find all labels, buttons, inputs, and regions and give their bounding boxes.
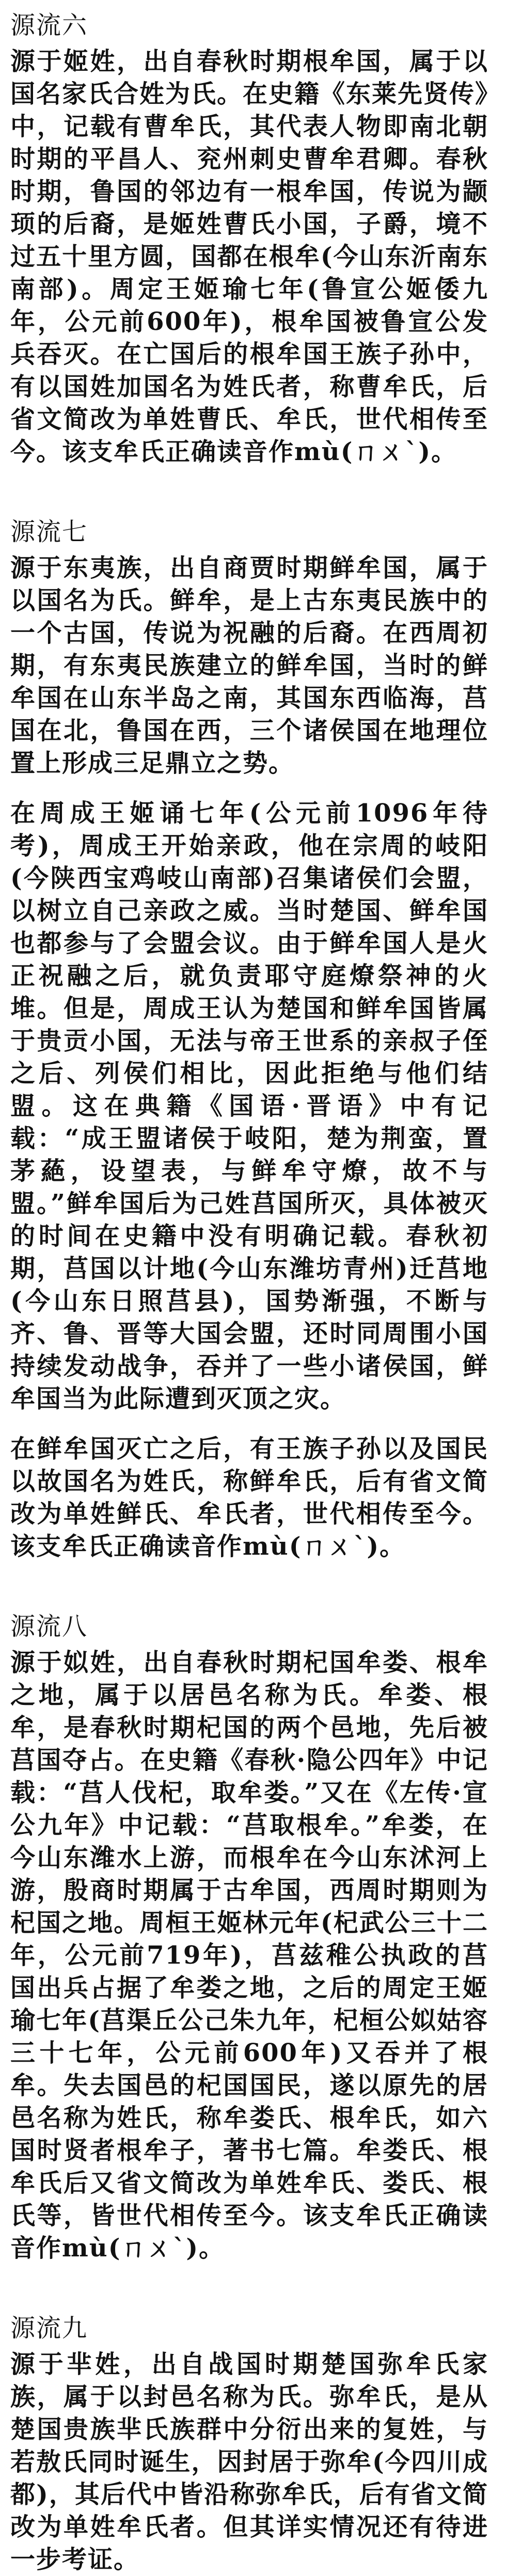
section-source-9 xyxy=(10,2312,488,2576)
section-source-6 xyxy=(10,9,488,468)
section-title: 源流九 xyxy=(10,2314,88,2343)
section-gap xyxy=(10,2282,488,2312)
paragraph: 源于姒姓，出自春秋时期杞国牟娄、根牟之地，属于以居邑名称为氏。牟娄、根牟，是春秋时期杞国的两个邑地，先后被莒国夺占。在史籍《春秋·隐公四年》中记载：“莒人伐杞，取牟娄。”又在《左传·宣公九年》中记载：“莒取根牟。”牟娄，在今山东潍水上游，而根牟在今山东沭河上游，殷商时期属于古牟国，西周时期则为杞国之地。周桓王姬林元年(杞武公三十二年，公元前719年)，莒兹稚公执政的莒国出兵占据了牟娄之地，之后的周定王姬瑜七年(莒渠丘公己朱九年，杞桓公姒姑容三十七年，公元前600年)又吞并了根牟。失去国邑的杞国国民，遂以原先的居邑名称为姓氏，称牟娄氏、根牟氏，如六国时贤者根牟子，著书七篇。牟娄氏、根牟氏后又省文简改为单姓牟氏、娄氏、根氏等，皆世代相传至今。该支牟氏正确读音作mù(ㄇㄨˋ)。 xyxy=(10,1648,488,2263)
section-title: 源流八 xyxy=(10,1612,88,1641)
section-gap xyxy=(10,486,488,516)
paragraph: 在鲜牟国灭亡之后，有王族子孙以及国民以故国名为姓氏，称鲜牟氏，后有省文简改为单姓鲜氏、牟氏者，世代相传至今。该支牟氏正确读音作mù(ㄇㄨˋ)。 xyxy=(10,1434,488,1561)
section-title: 源流六 xyxy=(10,11,88,40)
section-gap xyxy=(10,1581,488,1610)
section-source-8 xyxy=(10,1610,488,2265)
paragraph: 源于东夷族，出自商贾时期鲜牟国，属于以国名为氏。鲜牟，是上古东夷民族中的一个古国，传说为祝融的后裔。在西周初期，有东夷民族建立的鲜牟国，当时的鲜牟国在山东半岛之南，其国东西临海，莒国在北，鲁国在西，三个诸侯国在地理位置上形成三足鼎立之势。 xyxy=(10,554,488,778)
paragraph: 在周成王姬诵七年(公元前1096年待考)，周成王开始亲政，他在宗周的岐阳(今陕西宝鸡岐山南部)召集诸侯们会盟，以树立自己亲政之威。当时楚国、鲜牟国也都参与了会盟会议。由于鲜牟国人是火正祝融之后，就负责耶守庭燎祭神的火堆。但是，周成王认为楚国和鲜牟国皆属于贵贡小国，无法与帝王世系的亲叔子侄之后、列侯们相比，因此拒绝与他们结盟。这在典籍《国语·晋语》中有记载：“成王盟诸侯于岐阳，楚为荆蛮，置茅蕝，设望表，与鲜牟守燎，故不与盟。”鲜牟国后为己姓莒国所灭，具体被灭的时间在史籍中没有明确记载。春秋初期，莒国以计地(今山东潍坊青州)迁莒地(今山东日照莒县)，国势渐强，不断与齐、鲁、晋等大国会盟，还时同周围小国持续发动战争，吞并了一些小诸侯国，鲜牟国当为此际遭到灭顶之灾。 xyxy=(10,799,488,1413)
paragraph: 源于姬姓，出自春秋时期根牟国，属于以国名家氏合姓为氏。在史籍《东莱先贤传》中，记载有曹牟氏，其代表人物即南北朝时期的平昌人、兖州刺史曹牟君卿。春秋时期，鲁国的邻边有一根牟国，传说为颛顼的后裔，是姬姓曹氏小国，子爵，境不过五十里方圆，国都在根牟(今山东沂南东南部)。周定王姬瑜七年(鲁宣公姬倭九年，公元前600年)，根牟国被鲁宣公发兵吞灭。在亡国后的根牟国王族子孙中，有以国姓加国名为姓氏者，称曹牟氏，后省文简改为单姓曹氏、牟氏，世代相传至今。该支牟氏正确读音作mù(ㄇㄨˋ)。 xyxy=(10,47,489,466)
paragraph: 源于芈姓，出自战国时期楚国弥牟氏家族，属于以封邑名称为氏。弥牟氏，是从楚国贵族芈氏族群中分衍出来的复姓，与若敖氏同时诞生，因封居于弥牟(今四川成都)，其后代中皆沿称弥牟氏，后有省文简改为单姓牟氏者。但其详实情况还有待进一步考证。 xyxy=(10,2350,488,2574)
section-title: 源流七 xyxy=(10,517,88,546)
section-source-7 xyxy=(10,516,488,1563)
